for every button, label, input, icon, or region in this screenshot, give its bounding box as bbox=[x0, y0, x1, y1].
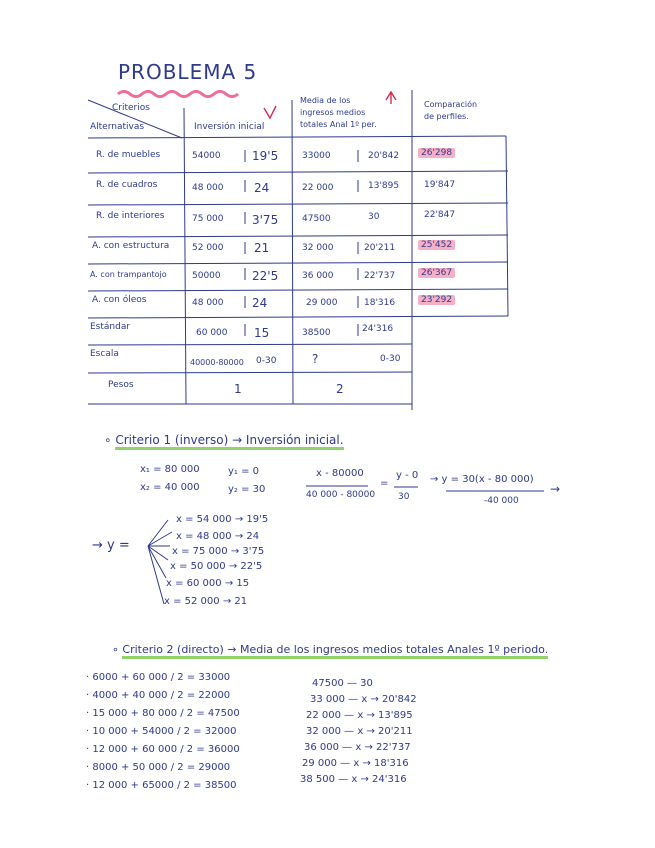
row-c3: 25'452 bbox=[418, 240, 455, 250]
row-c2a: 22 000 bbox=[302, 183, 334, 193]
row-c2b: 22'737 bbox=[364, 271, 396, 281]
row-c3: 19'847 bbox=[424, 180, 456, 190]
list-item: 33 000 — x → 20'842 bbox=[310, 694, 417, 705]
row-c2a: 38500 bbox=[302, 328, 331, 338]
row-c1b: 0-30 bbox=[256, 356, 277, 366]
list-item: x = 60 000 → 15 bbox=[166, 578, 250, 589]
list-item: x = 54 000 → 19'5 bbox=[176, 514, 269, 525]
row-name: Estándar bbox=[90, 322, 131, 332]
row-c1b: 24 bbox=[252, 296, 268, 310]
list-item: · 8000 + 50 000 / 2 = 29000 bbox=[86, 762, 231, 773]
row-c1b: 24 bbox=[254, 181, 270, 195]
row-c2b: 0-30 bbox=[380, 354, 401, 364]
list-item: · 4000 + 40 000 / 2 = 22000 bbox=[86, 690, 231, 701]
row-c1a: 1 bbox=[234, 382, 242, 396]
row-c1a: 54000 bbox=[192, 151, 221, 161]
row-c1b: 21 bbox=[254, 241, 270, 255]
criterio1-eq3: y₁ = 0 bbox=[228, 466, 260, 477]
list-item: 22 000 — x → 13'895 bbox=[306, 710, 413, 721]
criterio1-y-label: → y = bbox=[92, 538, 130, 553]
row-name: A. con estructura bbox=[92, 241, 170, 251]
frac-right-den: 30 bbox=[398, 492, 410, 502]
list-item: x = 52 000 → 21 bbox=[164, 596, 248, 607]
row-name: Escala bbox=[90, 349, 119, 359]
row-c3: 26'298 bbox=[418, 148, 455, 158]
criterio1-heading-text: Criterio 1 (inverso) → Inversión inicial. bbox=[115, 433, 343, 450]
row-name: R. de interiores bbox=[96, 211, 165, 221]
table-header-media-1: Media de los bbox=[300, 96, 351, 105]
row-c3: 22'847 bbox=[424, 210, 456, 220]
result-num: → y = 30(x - 80 000) bbox=[430, 474, 534, 485]
row-c1a: 48 000 bbox=[192, 298, 224, 308]
row-c2a: 32 000 bbox=[302, 243, 334, 253]
list-item: x = 75 000 → 3'75 bbox=[172, 546, 265, 557]
row-c1a: 60 000 bbox=[196, 328, 228, 338]
row-c1a: 40000-80000 bbox=[190, 358, 244, 367]
table-corner-criterios: Criterios bbox=[112, 103, 150, 113]
row-c2a: ? bbox=[312, 352, 319, 366]
list-item: 38 500 — x → 24'316 bbox=[300, 774, 407, 785]
list-item: · 10 000 + 54000 / 2 = 32000 bbox=[86, 726, 237, 737]
row-c1b: 3'75 bbox=[252, 213, 279, 227]
page-title: PROBLEMA 5 bbox=[118, 60, 258, 84]
criterio1-heading: ∘ Criterio 1 (inverso) → Inversión inicial. bbox=[104, 433, 344, 447]
row-c2a: 47500 bbox=[302, 214, 331, 224]
row-c2b: 20'211 bbox=[364, 243, 396, 253]
row-name: A. con óleos bbox=[92, 295, 147, 305]
frac-right-num: y - 0 bbox=[396, 470, 419, 481]
criterio2-heading-text: Criterio 2 (directo) → Media de los ingresos medios totales Anales 1º periodo. bbox=[122, 643, 548, 659]
table-header-media-2: ingresos medios bbox=[300, 108, 366, 117]
criterio2-heading: ∘ Criterio 2 (directo) → Media de los ingresos medios totales Anales 1º periodo. bbox=[112, 643, 548, 656]
criterio1-eq4: y₂ = 30 bbox=[228, 484, 266, 495]
list-item: x = 50 000 → 22'5 bbox=[170, 561, 263, 572]
row-name: Pesos bbox=[108, 380, 134, 390]
row-c1a: 50000 bbox=[192, 271, 221, 281]
list-item: x = 48 000 → 24 bbox=[176, 531, 260, 542]
row-c2b: 20'842 bbox=[368, 151, 400, 161]
row-c2b: 13'895 bbox=[368, 181, 400, 191]
row-c3: 26'367 bbox=[418, 268, 455, 278]
table-header-comparacion-2: de perfiles. bbox=[424, 112, 469, 121]
table-header-comparacion-1: Comparación bbox=[424, 100, 478, 109]
row-c2b: 18'316 bbox=[364, 298, 396, 308]
row-c3: 23'292 bbox=[418, 295, 455, 305]
list-item: 29 000 — x → 18'316 bbox=[302, 758, 409, 769]
table-corner-alternativas: Alternativas bbox=[90, 122, 145, 132]
frac-left-den: 40 000 - 80000 bbox=[306, 490, 376, 500]
row-c1a: 52 000 bbox=[192, 243, 224, 253]
criterio1-eq2: x₂ = 40 000 bbox=[140, 482, 200, 493]
result-arrow: → bbox=[550, 482, 561, 496]
row-c1b: 19'5 bbox=[252, 149, 279, 163]
row-name: R. de muebles bbox=[96, 150, 161, 160]
result-den: -40 000 bbox=[484, 496, 519, 506]
list-item: · 6000 + 60 000 / 2 = 33000 bbox=[86, 672, 231, 683]
table-header-media-3: totales Anal 1º per. bbox=[300, 120, 377, 129]
row-c1b: 22'5 bbox=[252, 269, 279, 283]
frac-left-num: x - 80000 bbox=[316, 468, 364, 479]
list-item: 36 000 — x → 22'737 bbox=[304, 742, 411, 753]
row-c1a: 75 000 bbox=[192, 214, 224, 224]
row-c2b: 30 bbox=[368, 212, 380, 222]
row-c1a: 48 000 bbox=[192, 183, 224, 193]
row-c2a: 36 000 bbox=[302, 271, 334, 281]
table-header-inversion: Inversión inicial bbox=[194, 122, 265, 132]
list-item: 47500 — 30 bbox=[312, 678, 373, 689]
row-c2a: 29 000 bbox=[306, 298, 338, 308]
row-name: R. de cuadros bbox=[96, 180, 158, 190]
list-item: · 15 000 + 80 000 / 2 = 47500 bbox=[86, 708, 240, 719]
list-item: 32 000 — x → 20'211 bbox=[306, 726, 413, 737]
list-item: · 12 000 + 65000 / 2 = 38500 bbox=[86, 780, 237, 791]
row-c2b: 24'316 bbox=[362, 324, 394, 334]
row-c2a: 33000 bbox=[302, 151, 331, 161]
list-item: · 12 000 + 60 000 / 2 = 36000 bbox=[86, 744, 240, 755]
row-c1b: 15 bbox=[254, 326, 270, 340]
row-c2a: 2 bbox=[336, 382, 344, 396]
equals-sign: = bbox=[380, 478, 389, 489]
row-name: A. con trampantojo bbox=[90, 270, 167, 279]
criterio1-eq1: x₁ = 80 000 bbox=[140, 464, 200, 475]
